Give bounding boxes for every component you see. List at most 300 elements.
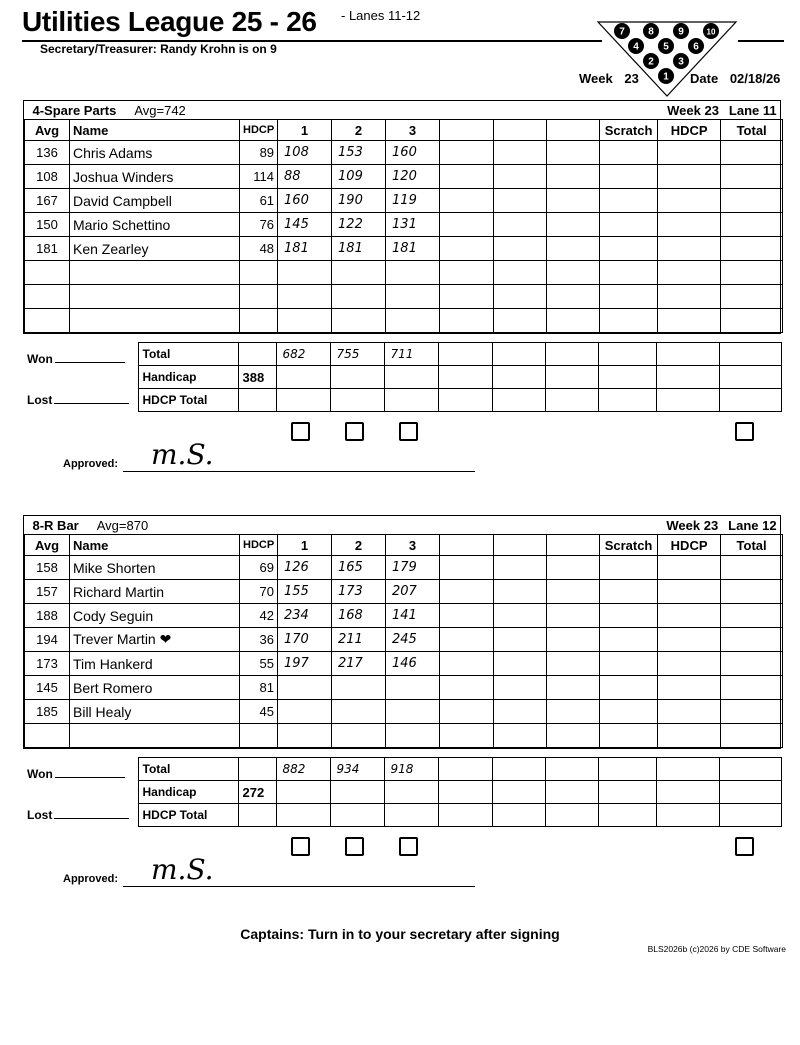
player-row (25, 652, 783, 676)
player-row (25, 556, 783, 580)
scratch-cell (600, 652, 658, 676)
game-3-checkbox[interactable] (399, 837, 418, 856)
empty-cell (494, 556, 547, 580)
col-scratch: Scratch (600, 535, 658, 556)
date-label: Date (690, 71, 719, 86)
player-handicap: 48 (240, 237, 278, 261)
player-average: 136 (25, 141, 70, 165)
empty-cell (494, 580, 547, 604)
date-value: 02/18/26 (729, 71, 781, 86)
player-handicap: 45 (240, 700, 278, 724)
game-2-score (332, 676, 386, 700)
player-name: Mario Schettino (70, 213, 240, 237)
game-3-checkbox[interactable] (399, 422, 418, 441)
player-row (25, 237, 783, 261)
column-header-row (25, 535, 783, 556)
game-3-team-total: 711 (384, 343, 438, 366)
empty-cell (547, 580, 600, 604)
scratch-cell (600, 141, 658, 165)
team-average: Avg=870 (96, 517, 149, 533)
col-game-2: 2 (332, 120, 386, 141)
total-cell (721, 189, 783, 213)
player-handicap: 114 (240, 165, 278, 189)
player-name: Bert Romero (70, 676, 240, 700)
player-name (70, 724, 240, 748)
hdcp-cell (658, 189, 721, 213)
player-row (25, 261, 783, 285)
player-name: Ken Zearley (70, 237, 240, 261)
player-name: Chris Adams (70, 141, 240, 165)
approved-line (123, 471, 475, 472)
player-name (70, 261, 240, 285)
game-2-score: 165 (332, 556, 386, 580)
player-handicap: 69 (240, 556, 278, 580)
empty-cell (440, 724, 494, 748)
total-label: Total (138, 758, 238, 781)
pin-triangle-icon (596, 20, 738, 98)
team-name: 8-R Bar (32, 517, 79, 533)
game-3-score: 207 (386, 580, 440, 604)
hdcp-cell (658, 213, 721, 237)
empty-cell (494, 652, 547, 676)
hdcp-total-row (23, 804, 781, 827)
empty-cell (547, 213, 600, 237)
total-row (23, 343, 781, 366)
empty-cell (440, 213, 494, 237)
col-name: Name (70, 120, 240, 141)
total-cell (721, 261, 783, 285)
game-2-checkbox[interactable] (345, 837, 364, 856)
game-3-score: 120 (386, 165, 440, 189)
total-cell (721, 652, 783, 676)
empty-cell (494, 165, 547, 189)
hdcp-cell (658, 580, 721, 604)
empty-cell (547, 165, 600, 189)
pin-number: 3 (678, 56, 684, 68)
game-2-score: 211 (332, 628, 386, 652)
player-row (25, 285, 783, 309)
game-1-score: 126 (278, 556, 332, 580)
empty-cell (547, 628, 600, 652)
empty-cell (440, 652, 494, 676)
player-row (25, 628, 783, 652)
won-label: Won (27, 766, 53, 781)
player-average: 108 (25, 165, 70, 189)
team-average: Avg=742 (134, 102, 186, 118)
game-3-score: 181 (386, 237, 440, 261)
scratch-cell (600, 309, 658, 333)
player-average: 173 (25, 652, 70, 676)
col-game-3: 3 (386, 120, 440, 141)
empty-cell (440, 676, 494, 700)
total-cell (721, 724, 783, 748)
player-handicap: 36 (240, 628, 278, 652)
scratch-cell (600, 237, 658, 261)
team-handicap-value: 388 (238, 366, 276, 389)
empty-cell (547, 261, 600, 285)
captains-note: Captains: Turn in to your secretary after signing (240, 926, 560, 942)
total-cell (721, 165, 783, 189)
player-average (25, 285, 70, 309)
col-blank (494, 535, 547, 556)
col-game-2: 2 (332, 535, 386, 556)
handicap-row (23, 781, 781, 804)
total-cell (721, 237, 783, 261)
lost-line (54, 403, 129, 404)
player-name: Richard Martin (70, 580, 240, 604)
game-1-score: 181 (278, 237, 332, 261)
player-average: 167 (25, 189, 70, 213)
pin-number: 6 (693, 41, 699, 53)
player-name: Mike Shorten (70, 556, 240, 580)
scratch-cell (600, 724, 658, 748)
player-average (25, 261, 70, 285)
player-table (23, 515, 781, 749)
pin-number: 9 (678, 26, 684, 38)
col-hdcp: HDCP (240, 535, 278, 556)
game-3-score: 146 (386, 652, 440, 676)
col-avg: Avg (25, 535, 70, 556)
game-3-team-total: 918 (384, 758, 438, 781)
col-name: Name (70, 535, 240, 556)
total-cell (721, 556, 783, 580)
player-name: Bill Healy (70, 700, 240, 724)
player-handicap: 70 (240, 580, 278, 604)
game-2-score: 173 (332, 580, 386, 604)
week-field (579, 71, 639, 86)
empty-cell (494, 309, 547, 333)
col-blank (440, 535, 494, 556)
empty-cell (494, 724, 547, 748)
total-row (23, 758, 781, 781)
empty-cell (547, 556, 600, 580)
game-3-score (386, 285, 440, 309)
hdcp-cell (658, 628, 721, 652)
game-3-score: 245 (386, 628, 440, 652)
scratch-cell (600, 285, 658, 309)
hdcp-cell (658, 700, 721, 724)
game-1-checkbox[interactable] (291, 422, 310, 441)
game-3-score (386, 261, 440, 285)
empty-cell (547, 141, 600, 165)
game-1-score (278, 676, 332, 700)
empty-cell (494, 604, 547, 628)
player-handicap (240, 261, 278, 285)
team-header-row (25, 516, 783, 535)
pin-number: 10 (706, 27, 716, 37)
scratch-cell (600, 213, 658, 237)
team-week: Week 23 (667, 102, 719, 118)
empty-cell (440, 141, 494, 165)
game-3-score: 131 (386, 213, 440, 237)
game-1-score: 160 (278, 189, 332, 213)
player-row (25, 141, 783, 165)
total-checkbox[interactable] (735, 422, 754, 441)
pin-number: 8 (648, 26, 654, 38)
header-rule-right (738, 40, 784, 42)
game-3-score: 119 (386, 189, 440, 213)
totals-section (23, 342, 781, 412)
player-handicap: 81 (240, 676, 278, 700)
handicap-row (23, 366, 781, 389)
empty-cell (440, 261, 494, 285)
hdcp-cell (658, 285, 721, 309)
handicap-label: Handicap (138, 781, 238, 804)
team-name: 4-Spare Parts (32, 102, 117, 118)
player-handicap (240, 285, 278, 309)
game-2-score (332, 285, 386, 309)
player-handicap: 61 (240, 189, 278, 213)
won-line (55, 777, 125, 778)
player-average: 158 (25, 556, 70, 580)
empty-cell (440, 309, 494, 333)
approved-line (123, 886, 475, 887)
scratch-cell (600, 700, 658, 724)
game-2-score (332, 261, 386, 285)
game-1-score (278, 724, 332, 748)
player-row (25, 676, 783, 700)
game-1-score (278, 700, 332, 724)
player-row (25, 189, 783, 213)
game-2-score: 181 (332, 237, 386, 261)
player-handicap (240, 309, 278, 333)
col-blank (494, 120, 547, 141)
game-2-score (332, 700, 386, 724)
scratch-cell (600, 604, 658, 628)
col-avg: Avg (25, 120, 70, 141)
empty-cell (494, 141, 547, 165)
col-game-1: 1 (278, 535, 332, 556)
game-2-team-total: 934 (330, 758, 384, 781)
game-2-score: 153 (332, 141, 386, 165)
col-game-3: 3 (386, 535, 440, 556)
secretary-note: Secretary/Treasurer: Randy Krohn is on 9 (40, 42, 277, 56)
date-field (690, 71, 780, 86)
empty-cell (494, 189, 547, 213)
hdcp-cell (658, 309, 721, 333)
total-cell (721, 285, 783, 309)
empty-cell (440, 628, 494, 652)
player-row (25, 700, 783, 724)
col-total: Total (721, 120, 783, 141)
game-3-score: 179 (386, 556, 440, 580)
empty-cell (547, 189, 600, 213)
empty-cell (547, 700, 600, 724)
empty-cell (440, 604, 494, 628)
empty-cell (547, 724, 600, 748)
team-handicap-value: 272 (238, 781, 276, 804)
hdcp-cell (658, 652, 721, 676)
pin-number: 7 (619, 26, 625, 38)
hdcp-total-label: HDCP Total (138, 804, 238, 827)
game-1-team-total: 682 (276, 343, 330, 366)
game-3-score (386, 700, 440, 724)
game-1-team-total: 882 (276, 758, 330, 781)
empty-cell (547, 676, 600, 700)
player-handicap: 89 (240, 141, 278, 165)
game-3-score (386, 309, 440, 333)
total-cell (721, 628, 783, 652)
week-label: Week (579, 71, 613, 86)
game-2-score (332, 724, 386, 748)
game-2-score: 109 (332, 165, 386, 189)
empty-cell (440, 580, 494, 604)
empty-cell (440, 556, 494, 580)
game-3-score (386, 676, 440, 700)
game-3-score: 141 (386, 604, 440, 628)
player-handicap (240, 724, 278, 748)
game-2-score: 168 (332, 604, 386, 628)
player-row (25, 580, 783, 604)
game-1-score: 145 (278, 213, 332, 237)
empty-cell (547, 309, 600, 333)
player-average: 157 (25, 580, 70, 604)
player-average: 194 (25, 628, 70, 652)
league-title: Utilities League 25 - 26 (22, 6, 317, 37)
lanes-label: - Lanes 11-12 (341, 8, 421, 23)
week-value: 23 (624, 71, 639, 86)
empty-cell (547, 604, 600, 628)
captain-signature: m.S. (151, 853, 214, 886)
hdcp-cell (658, 724, 721, 748)
game-1-score (278, 261, 332, 285)
col-scratch: Scratch (600, 120, 658, 141)
scratch-cell (600, 261, 658, 285)
player-average: 145 (25, 676, 70, 700)
game-1-checkbox[interactable] (291, 837, 310, 856)
total-cell (721, 309, 783, 333)
player-name: Tim Hankerd (70, 652, 240, 676)
player-row (25, 165, 783, 189)
col-total: Total (721, 535, 783, 556)
col-hdcp-total: HDCP (658, 535, 721, 556)
total-cell (721, 213, 783, 237)
hdcp-cell (658, 604, 721, 628)
pin-number: 1 (663, 71, 669, 83)
col-blank (547, 535, 600, 556)
player-average: 185 (25, 700, 70, 724)
player-name (70, 285, 240, 309)
hdcp-cell (658, 165, 721, 189)
approved-label: Approved: (63, 458, 118, 470)
game-1-score: 234 (278, 604, 332, 628)
game-2-score: 122 (332, 213, 386, 237)
player-row (25, 309, 783, 333)
player-name: David Campbell (70, 189, 240, 213)
game-1-score: 108 (278, 141, 332, 165)
empty-cell (440, 189, 494, 213)
approved-label: Approved: (63, 873, 118, 885)
player-name (70, 309, 240, 333)
team-week: Week 23 (666, 517, 719, 533)
copyright-note: BLS2026b (c)2026 by CDE Software (647, 944, 786, 954)
hdcp-total-row (23, 389, 781, 412)
team-lane: Lane 12 (728, 517, 777, 533)
empty-cell (547, 652, 600, 676)
handicap-label: Handicap (138, 366, 238, 389)
game-1-score: 170 (278, 628, 332, 652)
empty-cell (494, 700, 547, 724)
player-row (25, 213, 783, 237)
total-label: Total (138, 343, 238, 366)
player-average: 181 (25, 237, 70, 261)
empty-cell (440, 285, 494, 309)
player-average: 188 (25, 604, 70, 628)
game-2-score: 190 (332, 189, 386, 213)
empty-cell (494, 628, 547, 652)
won-line (55, 362, 125, 363)
pin-number: 4 (633, 41, 639, 53)
empty-cell (494, 261, 547, 285)
player-row (25, 724, 783, 748)
game-2-score: 217 (332, 652, 386, 676)
player-average (25, 309, 70, 333)
column-header-row (25, 120, 783, 141)
total-cell (721, 676, 783, 700)
scratch-cell (600, 628, 658, 652)
lost-line (54, 818, 129, 819)
team-header-row (25, 101, 783, 120)
game-2-checkbox[interactable] (345, 422, 364, 441)
game-2-team-total: 755 (330, 343, 384, 366)
player-name: Cody Seguin (70, 604, 240, 628)
col-blank (547, 120, 600, 141)
empty-cell (494, 285, 547, 309)
hdcp-cell (658, 676, 721, 700)
hdcp-cell (658, 141, 721, 165)
total-cell (721, 604, 783, 628)
empty-cell (440, 700, 494, 724)
player-row (25, 604, 783, 628)
player-handicap: 42 (240, 604, 278, 628)
total-cell (721, 700, 783, 724)
total-cell (721, 580, 783, 604)
game-2-score (332, 309, 386, 333)
player-handicap: 76 (240, 213, 278, 237)
game-3-score (386, 724, 440, 748)
captain-signature: m.S. (151, 438, 214, 471)
pin-number: 2 (648, 56, 654, 68)
player-table (23, 100, 781, 334)
col-blank (440, 120, 494, 141)
hdcp-cell (658, 261, 721, 285)
empty-cell (547, 285, 600, 309)
player-name: Trever Martin ❤ (70, 628, 240, 652)
scratch-cell (600, 165, 658, 189)
player-handicap: 55 (240, 652, 278, 676)
hdcp-cell (658, 556, 721, 580)
game-1-score (278, 285, 332, 309)
scratch-cell (600, 189, 658, 213)
player-name: Joshua Winders (70, 165, 240, 189)
game-1-score: 197 (278, 652, 332, 676)
col-hdcp: HDCP (240, 120, 278, 141)
empty-cell (494, 237, 547, 261)
game-1-score (278, 309, 332, 333)
game-1-score: 88 (278, 165, 332, 189)
game-3-score: 160 (386, 141, 440, 165)
empty-cell (494, 213, 547, 237)
won-label: Won (27, 351, 53, 366)
empty-cell (440, 237, 494, 261)
pin-number: 5 (663, 41, 669, 53)
total-checkbox[interactable] (735, 837, 754, 856)
col-game-1: 1 (278, 120, 332, 141)
lost-label: Lost (27, 808, 53, 822)
scratch-cell (600, 556, 658, 580)
lost-label: Lost (27, 393, 53, 407)
total-cell (721, 141, 783, 165)
